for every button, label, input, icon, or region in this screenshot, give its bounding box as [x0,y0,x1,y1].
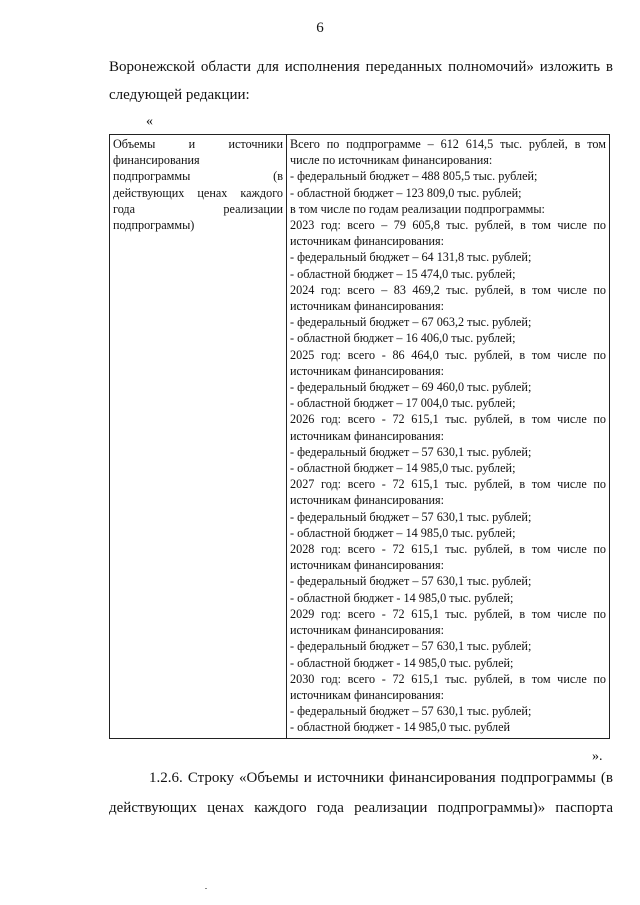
value-line: 2026 год: всего - 72 615,1 тыс. рублей, в том числе по [290,412,606,427]
paragraph-line-1: 1.2.6. Строку «Объемы и источники финансирования подпрограммы (в [149,770,613,786]
scan-speck [205,888,207,889]
value-line: 2024 год: всего – 83 469,2 тыс. рублей, в том числе по [290,282,606,297]
label-line: действующих ценах каждого [113,185,283,200]
intro-line-1: Воронежской области для исполнения переданных полномочий» изложить в [109,59,613,75]
value-line: - федеральный бюджет – 57 630,1 тыс. рублей; [290,509,532,524]
page-number: 6 [316,20,324,36]
value-line: - федеральный бюджет – 57 630,1 тыс. рублей; [290,704,532,719]
value-line: 2027 год: всего - 72 615,1 тыс. рублей, в том числе по [290,477,606,492]
value-line: - федеральный бюджет – 57 630,1 тыс. рублей; [290,639,532,654]
label-line: финансирования [113,153,200,168]
value-line: - федеральный бюджет – 67 063,2 тыс. рублей; [290,315,532,330]
value-line: 2030 год: всего - 72 615,1 тыс. рублей, в том числе по [290,671,606,686]
paragraph-line-2: действующих ценах каждого года реализации подпрограммы)» паспорта [109,800,613,816]
label-line: Объемы и источники [113,137,283,151]
label-line: года реализации [113,201,283,216]
value-line: - областной бюджет – 123 809,0 тыс. рублей; [290,185,522,200]
value-line: 2025 год: всего - 86 464,0 тыс. рублей, в том числе по [290,347,606,362]
value-line: в том числе по годам реализации подпрограммы: [290,201,545,216]
intro-line-2: следующей редакции: [109,87,250,103]
opening-quote: « [146,114,153,129]
financing-table [109,134,610,739]
value-line: - областной бюджет – 16 406,0 тыс. рублей; [290,331,516,346]
value-line: 2028 год: всего - 72 615,1 тыс. рублей, в том числе по [290,542,606,557]
financing-values-cell [287,135,610,739]
value-line: - областной бюджет - 14 985,0 тыс. рублей; [290,590,514,605]
value-line: - федеральный бюджет – 69 460,0 тыс. рублей; [290,380,532,395]
value-line: числе по источникам финансирования: [290,153,493,168]
value-line: источникам финансирования: [290,687,444,702]
value-line: - областной бюджет – 14 985,0 тыс. рублей; [290,461,516,476]
value-line: - областной бюджет – 14 985,0 тыс. рублей; [290,525,516,540]
value-line: - федеральный бюджет – 488 805,5 тыс. рублей; [290,169,538,184]
closing-quote: ». [592,749,603,764]
value-line: источникам финансирования: [290,363,444,378]
value-line: источникам финансирования: [290,623,444,638]
label-line: подпрограммы (в [113,169,283,184]
value-line: - областной бюджет - 14 985,0 тыс. рублей; [290,655,514,670]
value-line: источникам финансирования: [290,234,444,249]
value-line: Всего по подпрограмме – 612 614,5 тыс. рублей, в том [290,137,606,151]
value-line: 2023 год: всего – 79 605,8 тыс. рублей, в том числе по [290,218,606,233]
financing-row [110,135,610,739]
value-line: источникам финансирования: [290,428,444,443]
value-line: источникам финансирования: [290,299,444,314]
value-line: 2029 год: всего - 72 615,1 тыс. рублей, в том числе по [290,606,606,621]
value-line: - областной бюджет – 15 474,0 тыс. рублей; [290,266,516,281]
label-line: подпрограммы) [113,218,195,233]
value-line: источникам финансирования: [290,493,444,508]
value-line: источникам финансирования: [290,558,444,573]
value-line: - федеральный бюджет – 57 630,1 тыс. рублей; [290,444,532,459]
value-line: - федеральный бюджет – 64 131,8 тыс. рублей; [290,250,532,265]
value-line: - областной бюджет - 14 985,0 тыс. рублей [290,720,511,735]
value-line: - областной бюджет – 17 004,0 тыс. рублей; [290,396,516,411]
financing-label-cell [110,135,287,739]
value-line: - федеральный бюджет – 57 630,1 тыс. рублей; [290,574,532,589]
